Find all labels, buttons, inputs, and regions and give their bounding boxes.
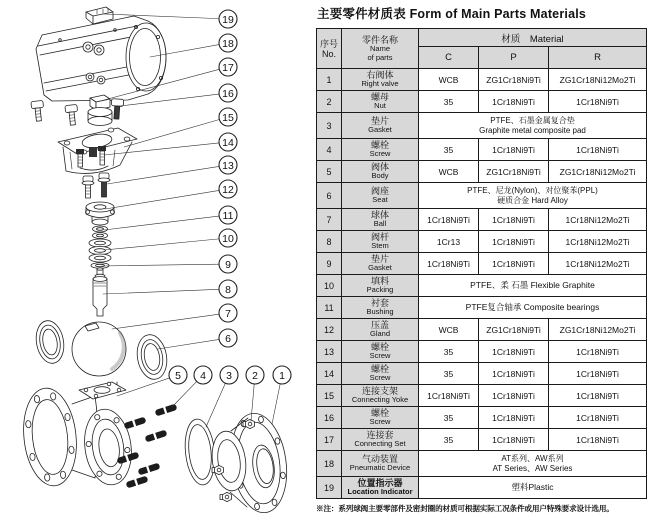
part-name-cell: 右阀体 Right valve <box>342 69 419 91</box>
callout-13 <box>107 156 237 184</box>
part-11-bushing <box>93 226 108 239</box>
part-name-cell: 垫片 Gasket <box>342 253 419 275</box>
material-p-cell: 1Cr18Ni9Ti <box>479 231 549 253</box>
part-no-cell: 14 <box>317 363 342 385</box>
part-name-cell: 气动装置 Pneumatic Device <box>342 451 419 477</box>
material-r-cell: 1Cr18Ni12Mo2Ti <box>549 231 647 253</box>
material-c-cell: 35 <box>419 139 479 161</box>
part-no-cell: 6 <box>317 183 342 209</box>
callout-number: 13 <box>222 159 234 172</box>
table-row <box>317 319 647 341</box>
material-r-cell: 1Cr18Ni9Ti <box>549 341 647 363</box>
material-r-cell: 1Cr18Ni12Mo2Ti <box>549 209 647 231</box>
material-p-cell: 1Cr18Ni9Ti <box>479 407 549 429</box>
part-no-cell: 1 <box>317 69 342 91</box>
table-row <box>317 69 647 91</box>
material-r-cell: 1Cr18Ni9Ti <box>549 363 647 385</box>
part-name-cell: 阀杆 Stem <box>342 231 419 253</box>
part-name-cell: 阀座 Seat <box>342 183 419 209</box>
table-row <box>317 297 647 319</box>
material-r-cell: 1Cr18Ni9Ti <box>549 407 647 429</box>
material-r-cell: ZG1Cr18Ni12Mo2Ti <box>549 161 647 183</box>
callout-number: 1 <box>279 369 285 382</box>
part-name-cell: 螺栓 Screw <box>342 363 419 385</box>
part-12-gland <box>86 202 115 225</box>
part-13-screws <box>82 173 110 198</box>
callout-number: 18 <box>222 37 234 50</box>
material-r-cell: 1Cr18Ni12Mo2Ti <box>549 253 647 275</box>
part-no-cell: 15 <box>317 385 342 407</box>
callout-number: 17 <box>222 61 234 74</box>
callout-number: 19 <box>222 13 234 26</box>
table-row <box>317 161 647 183</box>
material-c-cell: 1Cr18Ni9Ti <box>419 209 479 231</box>
part-no-cell: 3 <box>317 113 342 139</box>
callout-number: 16 <box>222 87 234 100</box>
header-name-en2: of parts <box>367 52 393 62</box>
material-p-cell: ZG1Cr18Ni9Ti <box>479 161 549 183</box>
part-no-cell: 11 <box>317 297 342 319</box>
part-name-cell: 连接套 Connecting Set <box>342 429 419 451</box>
callout-10 <box>104 229 237 250</box>
callout-9 <box>102 255 237 273</box>
callout-number: 9 <box>225 258 231 271</box>
table-row <box>317 253 647 275</box>
table-row <box>317 91 647 113</box>
part-8-stem <box>93 268 107 316</box>
header-material: 材质 Material <box>419 29 647 47</box>
part-no-cell: 16 <box>317 407 342 429</box>
part-name-cell: 阀体 Body <box>342 161 419 183</box>
part-name-cell: 位置指示器 Location Indicator <box>342 477 419 499</box>
header-name-cn: 零件名称 <box>361 35 398 45</box>
material-c-cell: WCB <box>419 319 479 341</box>
callout-number: 6 <box>225 332 231 345</box>
material-span-cell: AT系列、AW系列 AT Series、AW Series <box>419 451 647 477</box>
material-c-cell: 1Cr18Ni9Ti <box>419 253 479 275</box>
part-name-cell: 螺栓 Screw <box>342 139 419 161</box>
callout-number: 10 <box>222 232 234 245</box>
part-no-cell: 10 <box>317 275 342 297</box>
material-p-cell: 1Cr18Ni9Ti <box>479 253 549 275</box>
material-c-cell: WCB <box>419 161 479 183</box>
callout-12 <box>105 180 237 209</box>
callout-1 <box>272 366 291 424</box>
part-name-cell: 连接支架 Connecting Yoke <box>342 385 419 407</box>
part-no-cell: 9 <box>317 253 342 275</box>
part-no-cell: 2 <box>317 91 342 113</box>
table-row <box>317 407 647 429</box>
part-name-cell: 螺栓 Screw <box>342 341 419 363</box>
callout-number: 7 <box>225 307 231 320</box>
material-c-cell: 35 <box>419 363 479 385</box>
header-name-en1: Name <box>369 44 390 53</box>
table-row <box>317 363 647 385</box>
part-name-cell: 衬套 Bushing <box>342 297 419 319</box>
material-c-cell: 1Cr13 <box>419 231 479 253</box>
material-r-cell: 1Cr18Ni9Ti <box>549 139 647 161</box>
table-row <box>317 451 647 477</box>
material-p-cell: 1Cr18Ni9Ti <box>479 139 549 161</box>
callout-number: 15 <box>222 111 234 124</box>
material-p-cell: ZG1Cr18Ni9Ti <box>479 319 549 341</box>
materials-table <box>316 28 647 499</box>
material-r-cell: 1Cr18Ni9Ti <box>549 385 647 407</box>
callout-number: 5 <box>175 369 181 382</box>
table-row <box>317 231 647 253</box>
material-span-cell: PTFE、尼龙(Nylon)、对位聚苯(PPL) 硬质合金 Hard Alloy <box>419 183 647 209</box>
material-p-cell: 1Cr18Ni9Ti <box>479 209 549 231</box>
part-name-cell: 螺栓 Screw <box>342 407 419 429</box>
material-p-cell: 1Cr18Ni9Ti <box>479 91 549 113</box>
callout-number: 3 <box>226 369 232 382</box>
callout-7 <box>112 304 237 329</box>
material-span-cell: PTFE复合轴承 Composite bearings <box>419 297 647 319</box>
material-r-cell: ZG1Cr18Ni12Mo2Ti <box>549 319 647 341</box>
header-no-en: No. <box>321 48 336 59</box>
part-no-cell: 5 <box>317 161 342 183</box>
material-c-cell: 35 <box>419 341 479 363</box>
part-no-cell: 4 <box>317 139 342 161</box>
part-no-cell: 19 <box>317 477 342 499</box>
part-no-cell: 7 <box>317 209 342 231</box>
material-c-cell: 35 <box>419 429 479 451</box>
material-p-cell: 1Cr18Ni9Ti <box>479 363 549 385</box>
table-row <box>317 183 647 209</box>
footnote: ※注：系列球阀主要零部件及密封圈的材质可根据实际工况条件或用户特殊要求设计选用。 <box>316 504 614 513</box>
header-name <box>342 29 419 69</box>
callout-11 <box>104 206 237 230</box>
part-name-cell: 球体 Ball <box>342 209 419 231</box>
table-row <box>317 429 647 451</box>
material-c-cell: 35 <box>419 91 479 113</box>
header-col-r: R <box>549 47 647 69</box>
table-row <box>317 275 647 297</box>
exploded-view-diagram <box>0 0 316 520</box>
part-no-cell: 8 <box>317 231 342 253</box>
material-p-cell: 1Cr18Ni9Ti <box>479 341 549 363</box>
callout-6 <box>158 329 237 349</box>
header-no <box>317 29 342 69</box>
material-r-cell: 1Cr18Ni9Ti <box>549 91 647 113</box>
part-18-pneumatic-actuator <box>36 16 166 101</box>
callout-number: 12 <box>222 183 234 196</box>
part-10-packing <box>89 239 111 262</box>
part-name-cell: 填料 Packing <box>342 275 419 297</box>
part-7-ball <box>72 322 126 376</box>
material-c-cell: 35 <box>419 407 479 429</box>
material-r-cell: 1Cr18Ni9Ti <box>549 429 647 451</box>
material-p-cell: 1Cr18Ni9Ti <box>479 385 549 407</box>
part-15-connecting-yoke <box>58 128 137 173</box>
table-row <box>317 139 647 161</box>
table-row <box>317 113 647 139</box>
material-span-cell: 塑料Plastic <box>419 477 647 499</box>
callout-2 <box>246 366 264 421</box>
part-no-cell: 17 <box>317 429 342 451</box>
header-no-cn: 序号 <box>319 38 338 49</box>
material-c-cell: 1Cr18Ni9Ti <box>419 385 479 407</box>
material-r-cell: ZG1Cr18Ni12Mo2Ti <box>549 69 647 91</box>
part-no-cell: 18 <box>317 451 342 477</box>
part-name-cell: 螺母 Nut <box>342 91 419 113</box>
header-col-c: C <box>419 47 479 69</box>
page-title: 主要零件材质表 Form of Main Parts Materials <box>317 7 587 21</box>
table-row <box>317 209 647 231</box>
table-row <box>317 477 647 499</box>
header-col-p: P <box>479 47 549 69</box>
callout-number: 4 <box>200 369 206 382</box>
part-no-cell: 12 <box>317 319 342 341</box>
table-panel <box>316 3 648 514</box>
part-17-connecting-set <box>88 95 112 126</box>
material-span-cell: PTFE、石墨金属复合垫 Graphite metal composite pad <box>419 113 647 139</box>
material-c-cell: WCB <box>419 69 479 91</box>
table-row <box>317 385 647 407</box>
table-row <box>317 341 647 363</box>
callout-number: 14 <box>222 136 234 149</box>
callout-number: 11 <box>222 209 234 222</box>
callout-8 <box>103 280 237 298</box>
material-p-cell: ZG1Cr18Ni9Ti <box>479 69 549 91</box>
part-name-cell: 压盖 Gland <box>342 319 419 341</box>
part-name-cell: 垫片 Gasket <box>342 113 419 139</box>
callout-number: 2 <box>252 369 258 382</box>
material-p-cell: 1Cr18Ni9Ti <box>479 429 549 451</box>
diagram-panel <box>0 0 316 520</box>
part-no-cell: 13 <box>317 341 342 363</box>
part-5-valve-body <box>19 382 136 488</box>
callout-number: 8 <box>225 283 231 296</box>
material-span-cell: PTFE、柔 石墨 Flexible Graphite <box>419 275 647 297</box>
